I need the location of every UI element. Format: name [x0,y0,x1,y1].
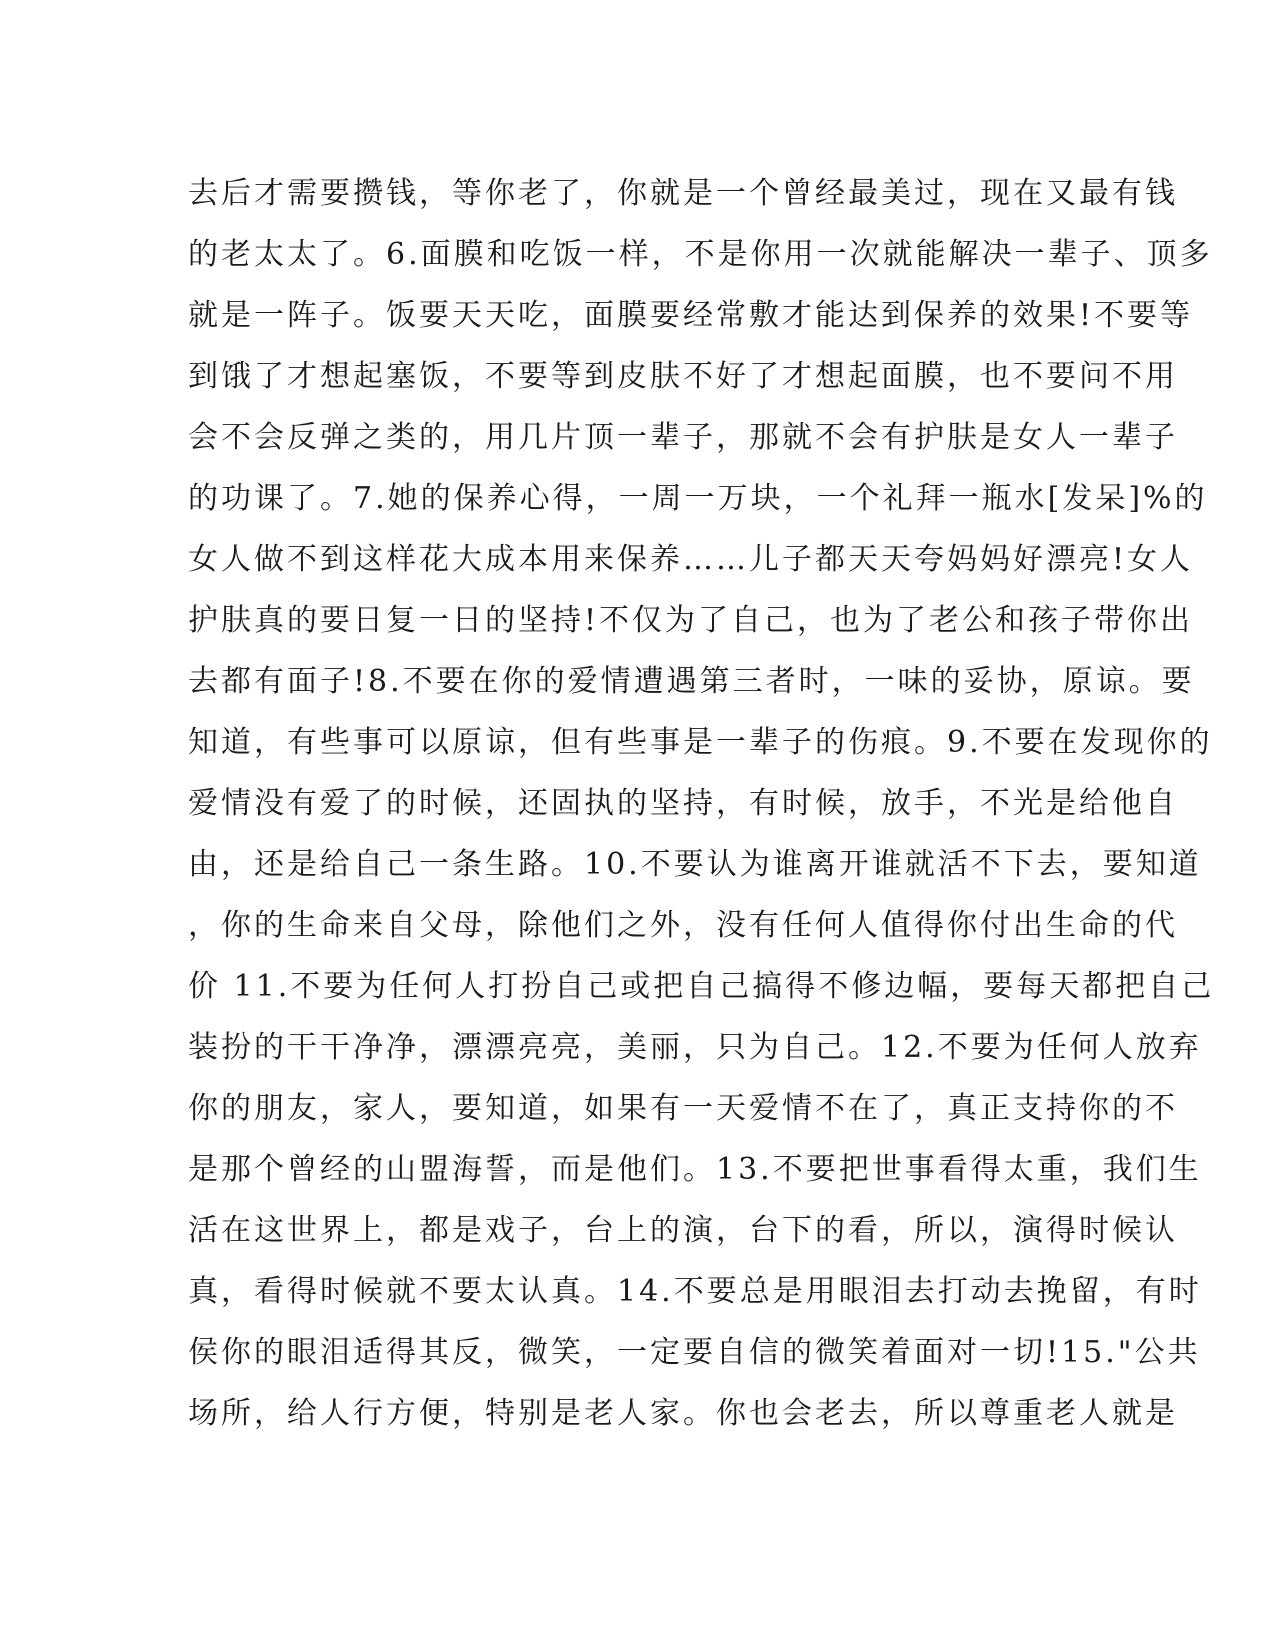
text-line: 场所，给人行方便，特别是老人家。你也会老去，所以尊重老人就是 [188,1396,1178,1431]
text-line: 由，还是给自己一条生路。10.不要认为谁离开谁就活不下去，要知道 [188,847,1202,882]
text-line: 的老太太了。6.面膜和吃饭一样，不是你用一次就能解决一辈子、顶多 [188,237,1213,272]
text-line: 到饿了才想起塞饭，不要等到皮肤不好了才想起面膜，也不要问不用 [188,359,1178,394]
text-line: 侯你的眼泪适得其反，微笑，一定要自信的微笑着面对一切!15."公共 [188,1335,1201,1370]
text-line: 去后才需要攒钱，等你老了，你就是一个曾经最美过，现在又最有钱 [188,176,1178,211]
text-line: 知道，有些事可以原谅，但有些事是一辈子的伤痕。9.不要在发现你的 [188,725,1213,760]
text-line: 价 11.不要为任何人打扮自己或把自己搞得不修边幅，要每天都把自己 [188,969,1215,1004]
text-line: 去都有面子!8.不要在你的爱情遭遇第三者时，一味的妥协，原谅。要 [188,664,1195,699]
text-line: 女人做不到这样花大成本用来保养……儿子都天天夸妈妈好漂亮!女人 [188,542,1194,577]
text-line: 会不会反弹之类的，用几片顶一辈子，那就不会有护肤是女人一辈子 [188,420,1178,455]
text-line: 是那个曾经的山盟海誓，而是他们。13.不要把世事看得太重，我们生 [188,1152,1202,1187]
text-line: 你的朋友，家人，要知道，如果有一天爱情不在了，真正支持你的不 [188,1091,1178,1126]
text-line: 真，看得时候就不要太认真。14.不要总是用眼泪去打动去挽留，有时 [188,1274,1202,1309]
text-line: 爱情没有爱了的时候，还固执的坚持，有时候，放手，不光是给他自 [188,786,1178,821]
text-line: ，你的生命来自父母，除他们之外，没有任何人值得你付出生命的代 [188,908,1178,943]
text-line: 活在这世界上，都是戏子，台上的演，台下的看，所以，演得时候认 [188,1213,1178,1248]
body-text [188,163,1215,1444]
text-line: 就是一阵子。饭要天天吃，面膜要经常敷才能达到保养的效果!不要等 [188,298,1194,333]
text-line: 装扮的干干净净，漂漂亮亮，美丽，只为自己。12.不要为任何人放弃 [188,1030,1202,1065]
text-line: 的功课了。7.她的保养心得，一周一万块，一个礼拜一瓶水[发呆]%的 [188,481,1208,516]
text-line: 护肤真的要日复一日的坚持!不仅为了自己，也为了老公和孩子带你出 [188,603,1194,638]
